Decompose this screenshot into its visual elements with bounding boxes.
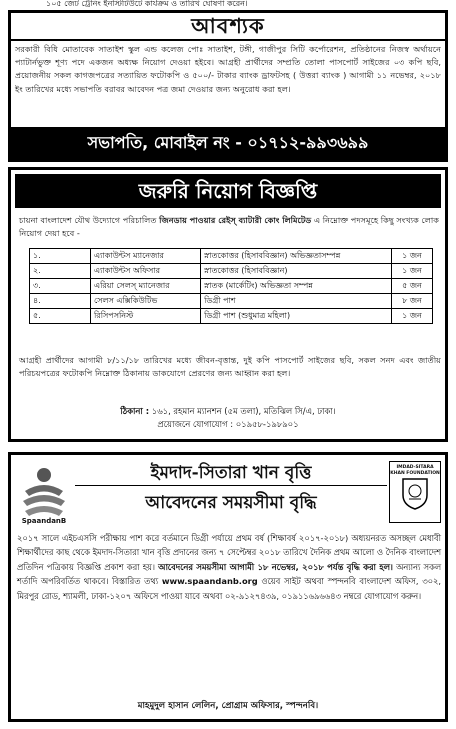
job-post: এ্যাকাউন্টস ম্যানেজার xyxy=(91,249,201,264)
ad1-body: সরকারী বিধি মোতাবেক সাতাইশ স্কুল এন্ড কলেজ পোঃ সাতাইশ, টঙ্গী, গাজীপুর সিটি কর্পোরেশন, প্রতিষ্ঠানের নিজস্ব অর্থায়নে প্যাটার্নভুক্ত শূণ্য পদে একজন অধ্যক্ষ নিয়োগ দেওয়া হইবে। আগ্রহী প্রার্থীদের সম্প্রতি তোলা পাসপোর্ট সাইজের ০৩ কপি ছবি, প্রয়োজনীয় সকল কাগজপত্রের সত্যায়িত ফটোকপি ও ৫০০/- টাকার ব্যাংক ড্রাফটসহ ( উত্তরা ব্যাংক ) আগামী ১১ নভেম্বর, ২০১৮ ইং তারিখের মধ্যে সভাপতি বরাবর আবেদন পত্র জমা দেওয়ার জন্য অনুরোধ করা হল। xyxy=(15,44,441,94)
table-row xyxy=(30,309,433,324)
jobs-table xyxy=(29,248,433,324)
table-row xyxy=(30,279,433,294)
ad2-intro-prefix: চায়না বাংলাদেশ যৌথ উদ্যোগে পরিচালিত xyxy=(19,215,157,225)
ad3-body-paragraph: ২০১৭ সালে এইচএসসি পরীক্ষায় পাশ করে বর্তমানে ডিগ্রী পর্যায়ে প্রথম বর্ষ (শিক্ষাবর্ষ ২০১৭-২০১৮) অধ্যয়নরত অসচ্ছল মেধাবী শিক্ষার্থীদের কাছ থেকে ইমদাদ-সিতারা খান বৃত্তি প্রদানের জন্য ৭ সেপ্টেম্বর ২০১৮ তারিখে দৈনিক প্রথম আলো ও দৈনিক বাংলাদেশ প্রতিদিন পত্রিকায় বিজ্ঞপ্তি প্রকাশ করা হয়। xyxy=(17,533,441,572)
job-post: সেলস এক্সিকিউটিভ xyxy=(91,294,201,309)
job-post: রিসিপসনিস্ট xyxy=(91,309,201,324)
job-requirement: ডিগ্রী পাশ (শুধুমাত্র মহিলা) xyxy=(201,309,392,324)
ad1-title: আবশ্যক xyxy=(11,13,445,41)
table-row xyxy=(30,294,433,309)
job-requirement: ডিগ্রী পাশ xyxy=(201,294,392,309)
ad-scholarship-extension xyxy=(8,452,448,722)
ad-principal-wanted xyxy=(8,10,448,162)
ad2-title: জরুরি নিয়োগ বিজ্ঞপ্তি xyxy=(15,174,441,208)
job-post: এরিয়া সেলস্ ম্যানেজার xyxy=(91,279,201,294)
job-post: এ্যাকাউন্টস অফিসার xyxy=(91,264,201,279)
ad-urgent-recruitment xyxy=(8,167,448,442)
job-requirement: স্নাতকোত্তর (হিসাববিজ্ঞান) xyxy=(201,264,392,279)
foundation-crest-icon: IMDAD-SITARA KHAN FOUNDATION xyxy=(389,461,441,523)
job-no: ৫. xyxy=(30,309,91,324)
ad2-intro-suffix: এ নিম্নোক্ত পদসমূহে কিছু সংখ্যক লোক নিয়োগ দেয়া হবে - xyxy=(19,215,439,238)
ad3-title-extension: আবেদনের সময়সীমা বৃদ্ধি xyxy=(145,493,317,513)
top-cut-text: ১০৫ জেট ট্রেনিং ইনস্টিটিউটে কার্যক্রম ও তারিখ ঘোষণা করেন। xyxy=(46,0,248,8)
ad3-deadline: আবেদনের সময়সীমা আগামী ১৮ নভেম্বর, ২০১৮ পর্যন্ত বৃদ্ধি করা হল। xyxy=(158,561,393,572)
job-requirement: স্নাতকোত্তর (হিসাববিজ্ঞান) অভিজ্ঞতাসম্পন্ন xyxy=(201,249,392,264)
ad3-body-conditions: অন্যান্য সকল শর্তাদি অপরিবর্তিত থাকবে। বিস্তারিত তথ্য xyxy=(17,561,442,587)
ad1-contact-bar: সভাপতি, মোবাইল নং - ০১৭১২-৯৯৩৬৯৯ xyxy=(11,127,445,159)
job-no: ৩. xyxy=(30,279,91,294)
job-count: ৮ জন xyxy=(392,294,433,309)
job-count: ১ জন xyxy=(392,264,433,279)
job-no: ৪. xyxy=(30,294,91,309)
ad3-body-contact: ওয়েব সাইট অথবা স্পন্দনবি বাংলাদেশ অফিস, ৩০২, মিরপুর রোড, শ্যামলী, ঢাকা-১২০৭ অফিসে পাওয়া যাবে অথবা ০২-৯১২৭৪৩৯, ০১৯১১৬৯৬৬৪৩ নম্বরে যোগাযোগ করুন। xyxy=(17,576,442,601)
ad2-intro xyxy=(19,214,441,240)
ad2-apply-instructions: আগ্রহী প্রার্থীদের আগামী ৮/১১/১৮ তারিখের মধ্যে জীবন-বৃত্তান্ত, দুই কপি পাসপোর্ট সাইজের ছবি, সকল সনদ এবং জাতীয় পরিচয়পত্রের ফটোকপি নিম্নোক্ত ঠিকানায় ডাকযোগে প্রেরণের জন্য আহ্বান করা হল। xyxy=(19,355,441,378)
job-count: ১ জন xyxy=(392,309,433,324)
table-row xyxy=(30,264,433,279)
ad3-title-scholarship: ইমদাদ-সিতারা খান বৃত্তি xyxy=(75,461,387,486)
logo-wordmark: SpaandanB xyxy=(21,517,67,525)
ad3-signature: মাহমুদুল হাসান লেলিন, প্রোগ্রাম অফিসার, স্পন্দনবি। xyxy=(137,701,319,711)
table-row xyxy=(30,249,433,264)
job-count: ৫ জন xyxy=(392,279,433,294)
ad3-body xyxy=(17,531,441,603)
ad2-address-label: ঠিকানা : xyxy=(120,406,150,416)
job-no: ১. xyxy=(30,249,91,264)
job-no: ২. xyxy=(30,264,91,279)
ad2-address: ১৬১, রহমান ম্যানশন (৫ম তলা), মতিঝিল সি/এ, ঢাকা। xyxy=(151,406,336,416)
job-requirement: স্নাতক (মার্কেটিং) অভিজ্ঞতা সম্পন্ন xyxy=(201,279,392,294)
ad2-company-name: জিনডায় পাওয়ার রেইস্ ব্যাটারী কোং লিমিটেড xyxy=(159,215,312,225)
ad2-address-block xyxy=(11,405,445,431)
ad2-contact: প্রয়োজনে যোগাযোগ : ০১৯৫৮-১৯৮৯০১ xyxy=(157,419,299,429)
ad3-website: www.spaandanb.org xyxy=(161,576,258,587)
crest-emblem-icon xyxy=(400,477,430,511)
job-count: ১ জন xyxy=(392,249,433,264)
spaandanb-logo-icon xyxy=(19,465,69,521)
